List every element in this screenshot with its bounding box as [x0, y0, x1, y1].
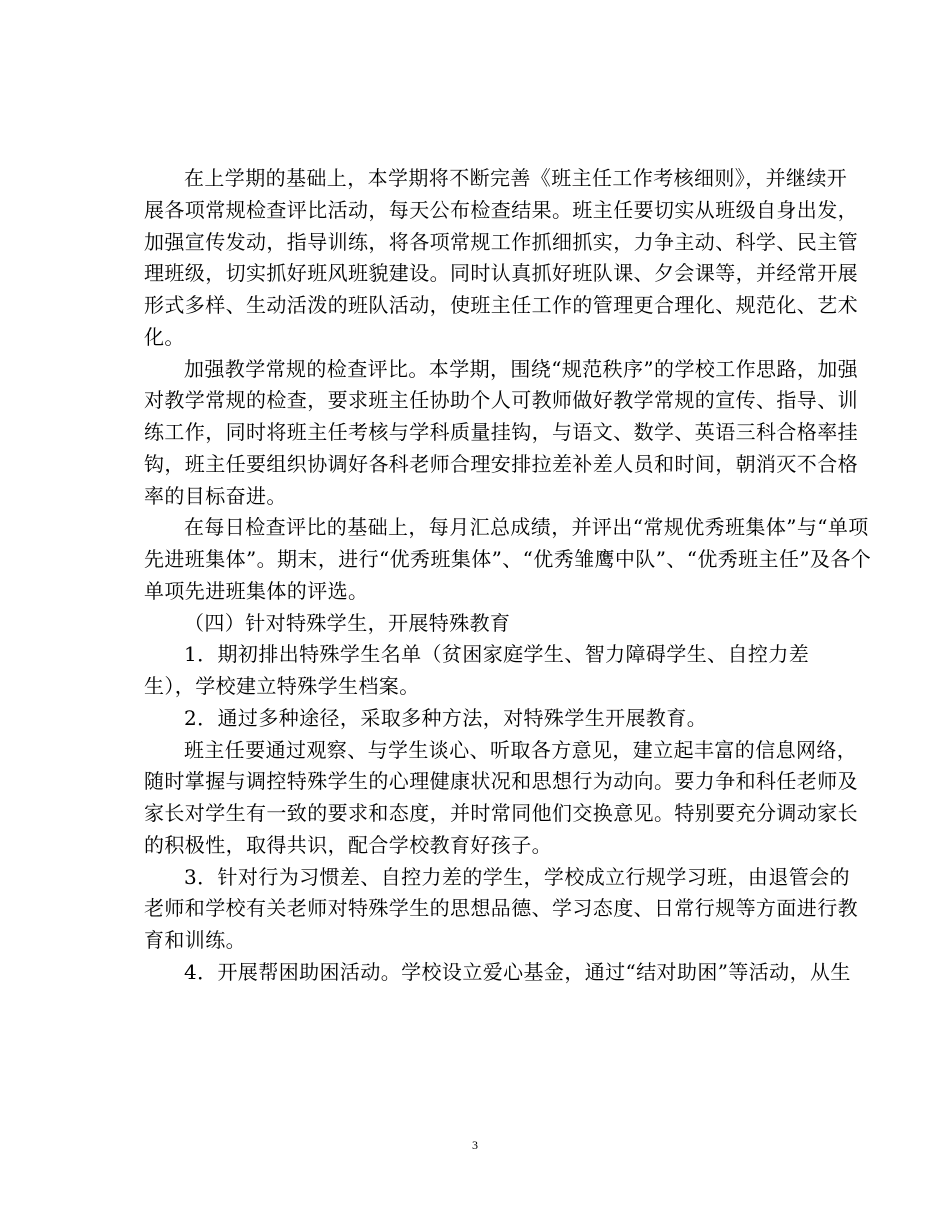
text-line: 班主任要通过观察、与学生谈心、听取各方意见，建立起丰富的信息网络， [184, 737, 858, 762]
text-line: 加强宣传发动，指导训练，将各项常规工作抓细抓实，力争主动、科学、民主管 [144, 229, 858, 254]
page-number: 3 [472, 1138, 478, 1152]
text-line: 钩，班主任要组织协调好各科老师合理安排拉差补差人员和时间，朝消灭不合格 [144, 451, 858, 476]
text-line: 老师和学校有关老师对特殊学生的思想品德、学习态度、日常行规等方面进行教 [144, 896, 858, 921]
text-line: 生），学校建立特殊学生档案。 [144, 674, 420, 698]
text-line: 育和训练。 [144, 928, 246, 952]
text-line: 1．期初排出特殊学生名单（贫困家庭学生、智力障碍学生、自控力差 [184, 642, 810, 667]
text-line: 在上学期的基础上，本学期将不断完善《班主任工作考核细则》，并继续开 [184, 166, 848, 190]
text-line: 家长对学生有一致的要求和态度，并时常同他们交换意见。特别要充分调动家长 [144, 801, 858, 825]
document-body [144, 163, 872, 989]
text-line: 率的目标奋进。 [144, 483, 287, 508]
text-line: 形式多样、生动活泼的班队活动，使班主任工作的管理更合理化、规范化、艺术 [144, 293, 858, 317]
text-line: 2．通过多种途径，采取多种方法，对特殊学生开展教育。 [184, 705, 708, 730]
text-line: 在每日检查评比的基础上，每月汇总成绩，并评出“常规优秀班集体”与“单项 [184, 515, 869, 540]
text-line: 展各项常规检查评比活动，每天公布检查结果。班主任要切实从班级自身出发， [144, 197, 858, 222]
text-line: （四）针对特殊学生，开展特殊教育 [184, 610, 511, 635]
text-line: 练工作，同时将班主任考核与学科质量挂钩，与语文、数学、英语三科合格率挂 [144, 420, 858, 444]
text-line: 3．针对行为习惯差、自控力差的学生，学校成立行规学习班，由退管会的 [184, 864, 850, 889]
text-line: 对教学常规的检查，要求班主任协助个人可教师做好教学常规的宣传、指导、训 [144, 388, 858, 413]
text-line: 化。 [144, 324, 185, 349]
text-line: 4．开展帮困助困活动。学校设立爱心基金，通过“结对助困”等活动，从生 [184, 959, 851, 984]
text-line: 单项先进班集体的评选。 [144, 578, 369, 603]
text-line: 理班级，切实抓好班风班貌建设。同时认真抓好班队课、夕会课等，并经常开展 [144, 261, 858, 286]
text-line: 加强教学常规的检查评比。本学期，围绕“规范秩序”的学校工作思路，加强 [184, 356, 859, 381]
text-line: 随时掌握与调控特殊学生的心理健康状况和思想行为动向。要力争和科任老师及 [144, 769, 858, 794]
text-line: 的积极性，取得共识，配合学校教育好孩子。 [144, 832, 552, 857]
text-line: 先进班集体”。期末，进行“优秀班集体”、“优秀雏鹰中队”、“优秀班主任”及各个 [144, 547, 872, 571]
